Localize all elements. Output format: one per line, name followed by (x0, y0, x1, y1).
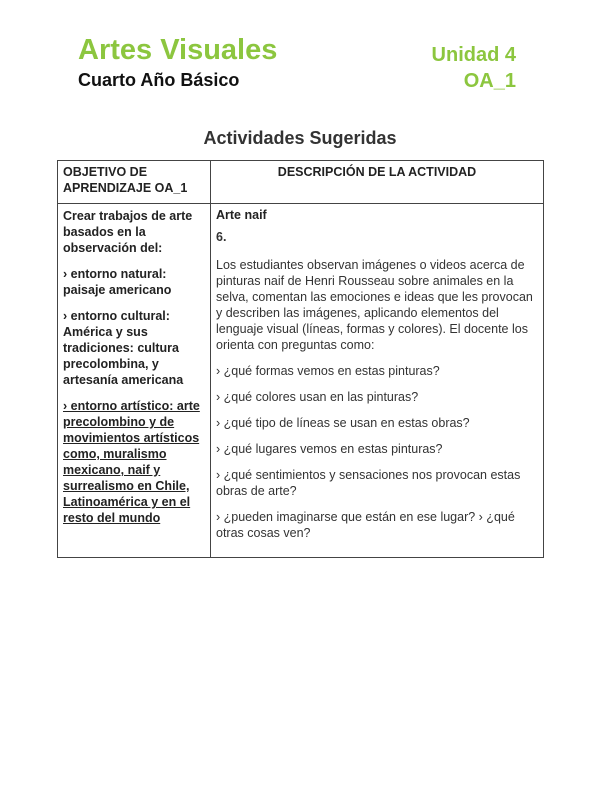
question-item: › ¿qué tipo de líneas se usan en estas obras? (216, 416, 470, 430)
activity-table (57, 160, 544, 558)
question-item: › ¿qué colores usan en las pinturas? (216, 390, 419, 404)
subject-title: Artes Visuales (78, 34, 278, 66)
table-row (58, 204, 544, 558)
objective-column-header: OBJETIVO DE APRENDIZAJE OA_1 (58, 161, 211, 204)
oa-label: OA_1 (463, 70, 516, 92)
unit-label: Unidad 4 (431, 44, 516, 66)
activity-description: Los estudiantes observan imágenes o videos acerca de pinturas naif de Henri Rousseau sobre animales en la selva, comentan las emociones e ideas que les provocan y describen las imágenes, aplicando elementos del lenguaje visual (líneas, formas y colores). El docente los orienta con preguntas como: (216, 258, 533, 352)
question-item: › ¿qué formas vemos en estas pinturas? (216, 364, 440, 378)
objective-item-natural: › entorno natural: paisaje americano (63, 267, 172, 297)
activity-number: 6. (216, 230, 227, 244)
grade-subtitle: Cuarto Año Básico (78, 70, 240, 90)
table-header-row (58, 161, 544, 204)
objective-item-artistic: › entorno artístico: arte precolombino y de movimientos artísticos como, muralismo mexicano, naif y surrealismo en Chile, Latinoamérica y en el resto del mundo (63, 399, 200, 525)
question-item: › ¿qué sentimientos y sensaciones nos provocan estas obras de arte? (216, 468, 521, 498)
activity-title: Arte naif (216, 208, 267, 222)
objective-item-cultural: › entorno cultural: América y sus tradiciones: cultura precolombina, y artesanía americana (63, 309, 184, 387)
section-title: Actividades Sugeridas (203, 128, 397, 148)
objective-intro: Crear trabajos de arte basados en la observación del: (63, 209, 193, 255)
question-item: › ¿pueden imaginarse que están en ese lugar? › ¿qué otras cosas ven? (216, 510, 515, 540)
activity-cell (211, 204, 544, 558)
objective-cell (58, 204, 211, 558)
question-item: › ¿qué lugares vemos en estas pinturas? (216, 442, 443, 456)
description-column-header: DESCRIPCIÓN DE LA ACTIVIDAD (211, 161, 544, 204)
